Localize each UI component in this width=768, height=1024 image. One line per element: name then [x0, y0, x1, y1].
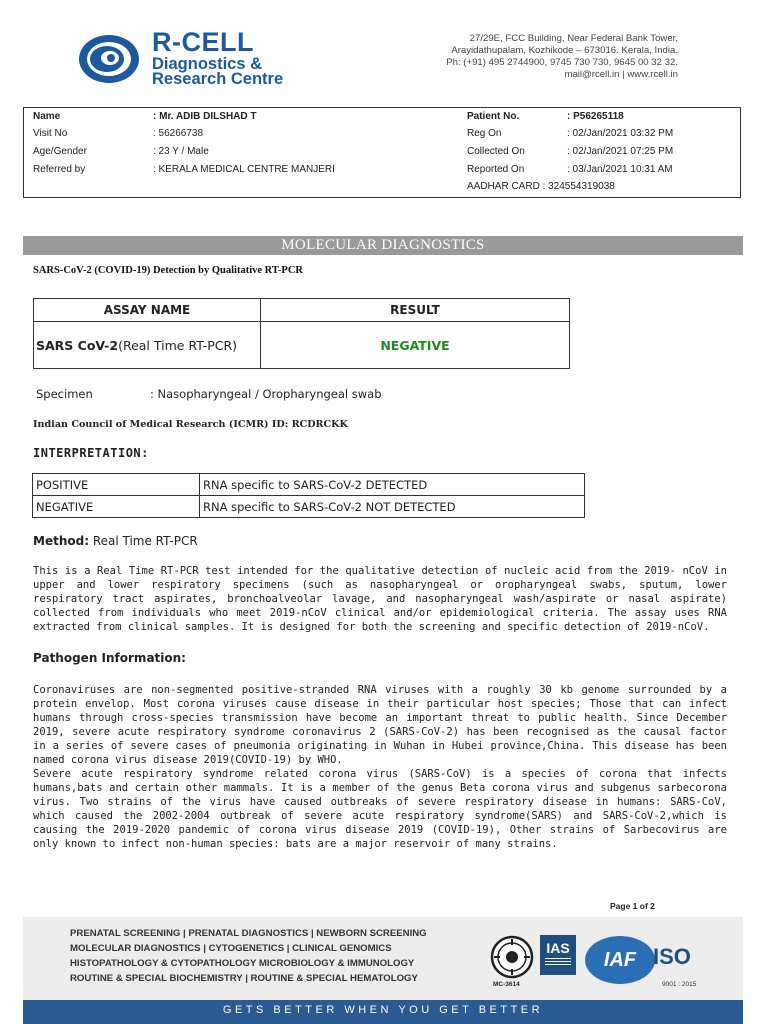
brand-name: R-CELL	[152, 27, 254, 57]
ias-badge	[540, 935, 576, 975]
referred-by-value: : KERALA MEDICAL CENTRE MANJERI	[153, 164, 335, 175]
address-contact: mail@rcell.in | www.rcell.in	[564, 69, 678, 80]
pathogen-paragraph-2: Severe acute respiratory syndrome related corona virus (SARS-CoV) is a species of corona that infects humans,bats and certain other mammals. It is a member of the genus Beta corona virus and subgenus sarbecorona virus. Two strains of the virus have caused outbreaks of severe respiratory disease in humans: SARS-CoV, which caused the 2002-2004 outbreak of severe acute respiratory syndrome(SARS) and SARS-CoV-2,which is causing the 2019-2020 pandemic of corona virus disease 2019 (COVID-19), Other strains of Sarbecovirus are only known to infect non-human species: bats are a major reservoir of many strains.	[33, 768, 727, 850]
reg-on-value: : 02/Jan/2021 03:32 PM	[567, 128, 674, 139]
method-description: This is a Real Time RT-PCR test intended for the qualitative detection of nucleic acid from the 2019- nCoV in upper and lower respiratory specimens (such as nasopharyngeal or oropharyngeal swabs, sputum, lower respiratory tract aspirates, bronchoalveolar lavage, and nasopharyngeal wash/aspirate or nasal aspirate) collected from individuals who meet 2019-nCoV clinical and/or epidemiological criteria. The assay uses RNA extracted from clinical samples. It is designed for both the screening and specific detection of 2019-nCoV.	[33, 565, 727, 633]
tagline-text: GETS BETTER WHEN YOU GET BETTER	[222, 1004, 544, 1016]
specimen-value: : Nasopharyngeal / Oropharyngeal swab	[150, 387, 382, 401]
rcell-logo-icon	[78, 34, 140, 84]
result-value: NEGATIVE	[261, 322, 570, 369]
assay-name-method: (Real Time RT-PCR)	[118, 337, 238, 353]
iaf-logo-icon	[585, 936, 655, 984]
visit-label: Visit No	[33, 128, 68, 139]
reg-on-label: Reg On	[467, 128, 502, 139]
interpretation-table	[32, 473, 585, 518]
services-line-4: ROUTINE & SPECIAL BIOCHEMISTRY | ROUTINE & SPECIAL HEMATOLOGY	[70, 973, 418, 984]
interp-term-negative: NEGATIVE	[33, 496, 200, 518]
nabl-code: MC-3614	[493, 981, 520, 988]
address-line-1: 27/29E, FCC Building, Near Federal Bank Tower,	[469, 33, 678, 44]
iso-logo: ISO	[653, 944, 691, 969]
result-header: RESULT	[261, 299, 570, 322]
patient-no-value: : P56265118	[567, 111, 624, 122]
nabl-seal-icon	[490, 935, 534, 979]
section-banner: MOLECULAR DIAGNOSTICS	[23, 236, 743, 255]
ias-text: IAS	[546, 940, 570, 956]
name-value: : Mr. ADIB DILSHAD T	[153, 111, 257, 122]
collected-on-label: Collected On	[467, 146, 525, 157]
services-line-2: MOLECULAR DIAGNOSTICS | CYTOGENETICS | CLINICAL GENOMICS	[70, 943, 392, 954]
age-gender-value: : 23 Y / Male	[153, 146, 209, 157]
interp-meaning-positive: RNA specific to SARS-CoV-2 DETECTED	[200, 474, 585, 496]
reported-on-value: : 03/Jan/2021 10:31 AM	[567, 164, 673, 175]
assay-name-cell	[34, 322, 261, 369]
visit-value: : 56266738	[153, 128, 204, 139]
specimen-label: Specimen	[36, 387, 93, 401]
iaf-text: IAF	[603, 949, 637, 971]
brand-line-2: Research Centre	[152, 70, 284, 88]
aadhar-card: AADHAR CARD : 324554319038	[467, 181, 615, 192]
assay-name-header: ASSAY NAME	[34, 299, 261, 322]
address-line-3: Ph: (+91) 495 2744900, 9745 730 730, 9645 00 32 32.	[446, 57, 678, 68]
pathogen-paragraph-1: Coronaviruses are non-segmented positive-stranded RNA viruses with a roughly 30 kb genome surrounded by a protein envelop. Most corona viruses cause disease in their particular host species; Those that can infect humans through cross-species transmission have become an important threat to public health. Since December 2019, severe acute respiratory syndrome coronavirus 2 (SARS-CoV-2) has been recognised as the causal factor in a series of severe cases of pneumonia originating in Wuhan in Hubei province,China. This disease has been named corona virus disease 2019(COVID-19) by WHO.	[33, 684, 727, 766]
assay-table	[33, 298, 570, 369]
services-line-3: HISTOPATHOLOGY & CYTOPATHOLOGY MICROBIOLOGY & IMMUNOLOGY	[70, 958, 415, 969]
test-title: SARS-CoV-2 (COVID-19) Detection by Qualitative RT-PCR	[33, 265, 303, 276]
tagline-bar	[23, 1000, 743, 1024]
services-line-1: PRENATAL SCREENING | PRENATAL DIAGNOSTICS | NEWBORN SCREENING	[70, 928, 427, 939]
assay-name-bold: SARS CoV-2	[36, 337, 119, 353]
method-value: Real Time RT-PCR	[89, 534, 198, 548]
interpretation-heading: INTERPRETATION:	[33, 446, 149, 460]
patient-no-label: Patient No.	[467, 111, 520, 122]
referred-by-label: Referred by	[33, 164, 86, 175]
icmr-id: Indian Council of Medical Research (ICMR) ID: RCDRCKK	[33, 419, 348, 430]
address-line-2: Arayidathupalam, Kozhikode – 673016. Kerala, India.	[451, 45, 678, 56]
interp-term-positive: POSITIVE	[33, 474, 200, 496]
reported-on-label: Reported On	[467, 164, 525, 175]
pathogen-heading: Pathogen Information:	[33, 651, 186, 665]
iso-number: 9001 : 2015	[662, 981, 697, 988]
brand-line-1: Diagnostics &	[152, 55, 263, 73]
interp-meaning-negative: RNA specific to SARS-CoV-2 NOT DETECTED	[200, 496, 585, 518]
page-number: Page 1 of 2	[610, 901, 655, 911]
age-gender-label: Age/Gender	[33, 146, 87, 157]
name-label: Name	[33, 111, 61, 122]
method-line	[33, 534, 198, 548]
collected-on-value: : 02/Jan/2021 07:25 PM	[567, 146, 674, 157]
method-label: Method:	[33, 534, 89, 548]
